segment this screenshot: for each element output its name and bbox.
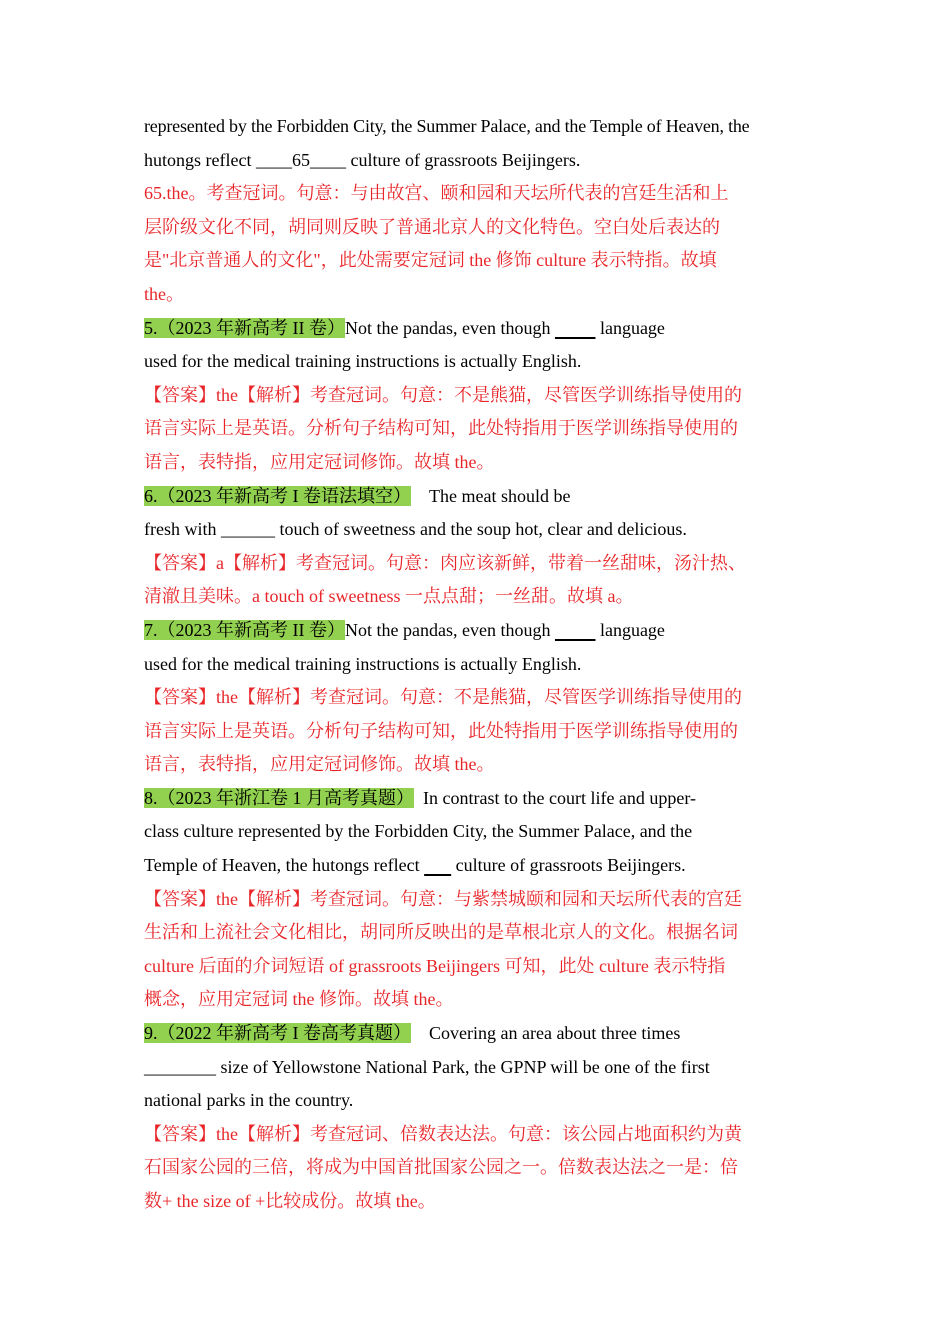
q8-answer-line-1: 【答案】the【解析】考查冠词。句意：与紫禁城颐和园和天坛所代表的宫廷 <box>144 888 742 909</box>
q7-answer-line-1: 【答案】the【解析】考查冠词。句意：不是熊猫，尽管医学训练指导使用的 <box>144 687 742 708</box>
q8-question-line-3 <box>144 849 809 883</box>
q9-question-line-1 <box>144 1017 809 1051</box>
q7-source-tag: 7.（2023 年新高考 II 卷） <box>144 619 345 640</box>
q8-text-after: In contrast to the court life and upper- <box>414 787 697 808</box>
intro-line-1: represented by the Forbidden City, the Summer Palace, and the Temple of Heaven, the <box>144 116 750 136</box>
q8-line3-before: Temple of Heaven, the hutongs reflect <box>144 855 425 876</box>
q5-question-line-2: used for the medical training instructions is actually English. <box>144 351 582 372</box>
q8-blank <box>424 855 451 875</box>
q7-question-line-2: used for the medical training instructions is actually English. <box>144 653 582 674</box>
q5-text-after: language <box>595 317 665 338</box>
q9-source-tag: 9.（2022 年新高考 I 卷高考真题） <box>144 1023 411 1044</box>
q8-answer-line-3: culture 后面的介词短语 of grassroots Beijingers 可知，此处 culture 表示特指 <box>144 955 726 976</box>
q7-answer-line-3: 语言，表特指，应用定冠词修饰。故填 the。 <box>144 754 495 775</box>
q8-answer-line-4: 概念，应用定冠词 the 修饰。故填 the。 <box>144 989 454 1010</box>
q9-question-line-2: ________ size of Yellowstone National Park, the GPNP will be one of the first <box>144 1056 710 1077</box>
q8-question-line-2: class culture represented by the Forbidden City, the Summer Palace, and the <box>144 821 693 842</box>
q8-answer-line-2: 生活和上流社会文化相比，胡同所反映出的是草根北京人的文化。根据名词 <box>144 922 738 943</box>
intro-answer-line-4: the。 <box>144 283 184 304</box>
intro-answer-line-1: 65.the。考查冠词。句意：与由故宫、颐和园和天坛所代表的宫廷生活和上 <box>144 183 729 204</box>
q8-source-tag: 8.（2023 年浙江卷 1 月高考真题） <box>144 787 414 808</box>
q6-question-line-2: fresh with ______ touch of sweetness and the soup hot, clear and delicious. <box>144 519 687 540</box>
q7-answer-line-2: 语言实际上是英语。分析句子结构可知，此处特指用于医学训练指导使用的 <box>144 720 738 741</box>
q5-source-tag: 5.（2023 年新高考 II 卷） <box>144 317 345 338</box>
q5-blank <box>555 318 596 338</box>
intro-answer-line-3: 是"北京普通人的文化"，此处需要定冠词 the 修饰 culture 表示特指。故填 <box>144 250 717 271</box>
q5-answer-line-3: 语言，表特指，应用定冠词修饰。故填 the。 <box>144 451 495 472</box>
q6-answer-line-1: 【答案】a【解析】考查冠词。句意：肉应该新鲜，带着一丝甜味，汤汁热、 <box>144 552 746 573</box>
q9-answer-line-3: 数+ the size of +比较成份。故填 the。 <box>144 1191 436 1211</box>
q8-question-line-1 <box>144 782 809 816</box>
q9-question-line-3: national parks in the country. <box>144 1090 354 1111</box>
q5-question-line-1 <box>144 312 809 346</box>
q7-blank <box>555 620 596 640</box>
q7-text-before: Not the pandas, even though <box>345 619 555 640</box>
intro-answer-line-2: 层阶级文化不同，胡同则反映了普通北京人的文化特色。空白处后表达的 <box>144 216 720 237</box>
q6-answer-line-2: 清澈且美味。a touch of sweetness 一点点甜；一丝甜。故填 a。 <box>144 586 634 607</box>
document-content <box>144 110 809 1219</box>
q6-question-line-1 <box>144 480 809 514</box>
intro-line-2: hutongs reflect ____65____ culture of grassroots Beijingers. <box>144 149 581 170</box>
q8-line3-after: culture of grassroots Beijingers. <box>451 855 686 876</box>
q6-text-after: The meat should be <box>411 485 571 506</box>
q9-text-after: Covering an area about three times <box>411 1023 681 1044</box>
q5-text-before: Not the pandas, even though <box>345 317 555 338</box>
q5-answer-line-2: 语言实际上是英语。分析句子结构可知，此处特指用于医学训练指导使用的 <box>144 418 738 439</box>
q9-answer-line-1: 【答案】the【解析】考查冠词、倍数表达法。句意：该公园占地面积约为黄 <box>144 1123 742 1144</box>
q6-source-tag: 6.（2023 年新高考 I 卷语法填空） <box>144 485 411 506</box>
q5-answer-line-1: 【答案】the【解析】考查冠词。句意：不是熊猫，尽管医学训练指导使用的 <box>144 384 742 405</box>
q9-answer-line-2: 石国家公园的三倍，将成为中国首批国家公园之一。倍数表达法之一是：倍 <box>144 1157 738 1178</box>
q7-text-after: language <box>595 619 665 640</box>
q7-question-line-1 <box>144 614 809 648</box>
